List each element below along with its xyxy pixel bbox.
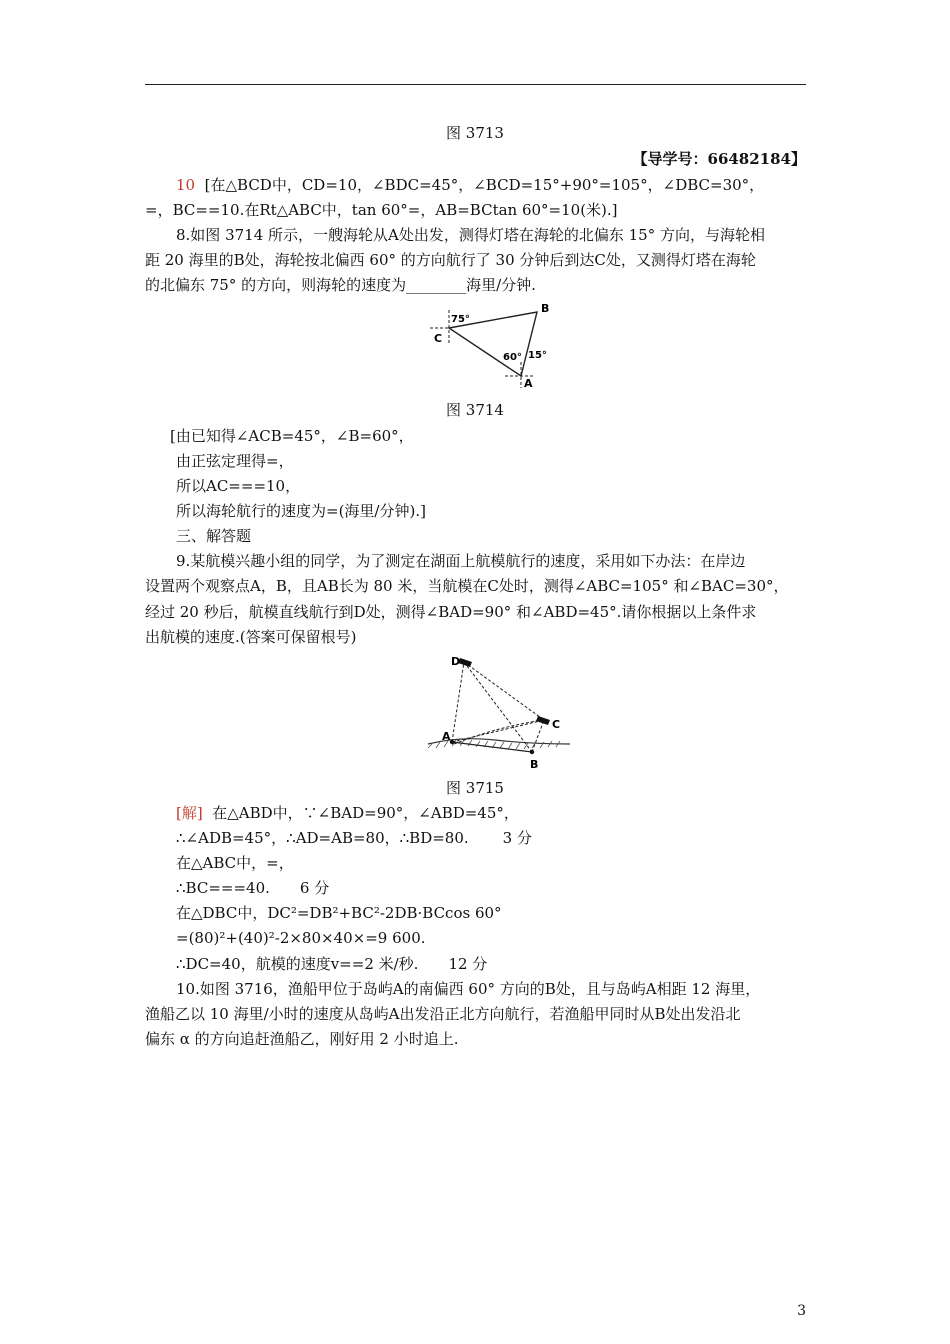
score-12: 12 分 bbox=[448, 955, 488, 973]
q8-answer-line4: 所以海轮航行的速度为=(海里/分钟).] bbox=[176, 502, 426, 520]
label-15: 15° bbox=[528, 350, 547, 361]
q8-answer-line2: 由正弦定理得=， bbox=[176, 452, 294, 470]
q9-solution-text-2: ∴∠ADB=45°，∴AD=AB=80，∴BD=80. bbox=[176, 829, 469, 847]
q7-answer-line2: =，BC==10.在Rt△ABC中，tan 60°=，AB=BCtan 60°=10(米).] bbox=[145, 201, 618, 219]
q9-solution-line7 bbox=[176, 954, 487, 974]
q10-text-line3: 偏东 α 的方向追赶渔船乙，刚好用 2 小时追上. bbox=[145, 1030, 459, 1048]
figure-caption-3713: 图 3713 bbox=[446, 124, 504, 142]
header-rule bbox=[145, 84, 806, 85]
figure-caption-3714: 图 3714 bbox=[446, 401, 504, 419]
q7-answer-value: 10 bbox=[176, 176, 196, 194]
q10-text-line2: 渔船乙以 10 海里/小时的速度从岛屿A出发沿正北方向航行，若渔船甲同时从B处出发沿北 bbox=[145, 1005, 741, 1023]
label-60: 60° bbox=[503, 352, 522, 363]
label-d: D bbox=[451, 655, 461, 668]
label-a: A bbox=[524, 377, 533, 390]
label-c: C bbox=[434, 332, 443, 345]
q7-explanation-1: [在△BCD中，CD=10，∠BDC=45°，∠BCD=15°+90°=105°，∠DBC=30°， bbox=[204, 176, 765, 194]
figure-3714-diagram bbox=[425, 300, 565, 392]
q8-answer-line3: 所以AC===10， bbox=[176, 477, 301, 495]
label-a: A bbox=[442, 730, 451, 743]
q9-text-line3: 经过 20 秒后，航模直线航行到D处，测得∠BAD=90° 和∠ABD=45°.请你根据以上条件求 bbox=[145, 603, 757, 621]
figure-caption-3715: 图 3715 bbox=[446, 779, 504, 797]
q9-solution-text-4: ∴BC===40. bbox=[176, 879, 270, 897]
q9-solution-line4 bbox=[176, 878, 329, 898]
q7-answer-line1 bbox=[176, 175, 764, 195]
q9-solution-line1 bbox=[176, 803, 519, 823]
page-number: 3 bbox=[797, 1303, 806, 1319]
q8-text-line1: 8.如图 3714 所示，一艘海轮从A处出发，测得灯塔在海轮的北偏东 15° 方向，与海轮相 bbox=[176, 226, 765, 244]
label-c: C bbox=[552, 718, 561, 731]
q8-text-line2: 距 20 海里的B处，海轮按北偏西 60° 的方向航行了 30 分钟后到达C处，又测得灯塔在海轮 bbox=[145, 251, 756, 269]
solution-tag: [解] bbox=[176, 804, 203, 822]
q9-solution-text-1: 在△ABD中，∵∠BAD=90°，∠ABD=45°， bbox=[212, 804, 519, 822]
q9-text-line2: 设置两个观察点A，B，且AB长为 80 米，当航模在C处时，测得∠ABC=105° 和∠BAC=30°， bbox=[145, 577, 789, 595]
q8-text-line3: 的北偏东 75° 的方向，则海轮的速度为________海里/分钟. bbox=[145, 276, 536, 294]
section-heading: 三、解答题 bbox=[176, 527, 252, 545]
q10-text-line1: 10.如图 3716，渔船甲位于岛屿A的南偏西 60° 方向的B处，且与岛屿A相距 12 海里， bbox=[176, 980, 761, 998]
score-3: 3 分 bbox=[502, 829, 532, 847]
q9-text-line4: 出航模的速度.(答案可保留根号) bbox=[145, 628, 357, 646]
q9-solution-line6: =(80)²+(40)²-2×80×40×=9 600. bbox=[176, 929, 426, 947]
score-6: 6 分 bbox=[299, 879, 330, 897]
q9-solution-text-7: ∴DC=40，航模的速度v==2 米/秒. bbox=[176, 955, 419, 973]
q8-answer-line1: [由已知得∠ACB=45°，∠B=60°， bbox=[170, 427, 414, 445]
label-75: 75° bbox=[451, 314, 470, 325]
figure-3715-diagram bbox=[420, 652, 570, 770]
label-b: B bbox=[530, 758, 539, 770]
q9-solution-line5: 在△DBC中，DC²=DB²+BC²-2DB·BCcos 60° bbox=[176, 904, 502, 922]
q9-solution-line3: 在△ABC中，=， bbox=[176, 854, 294, 872]
q9-solution-line2 bbox=[176, 828, 532, 848]
q9-text-line1: 9.某航模兴趣小组的同学，为了测定在湖面上航模航行的速度，采用如下办法：在岸边 bbox=[176, 552, 746, 570]
guide-number: 【导学号：66482184】 bbox=[632, 150, 806, 168]
label-b: B bbox=[541, 302, 550, 315]
